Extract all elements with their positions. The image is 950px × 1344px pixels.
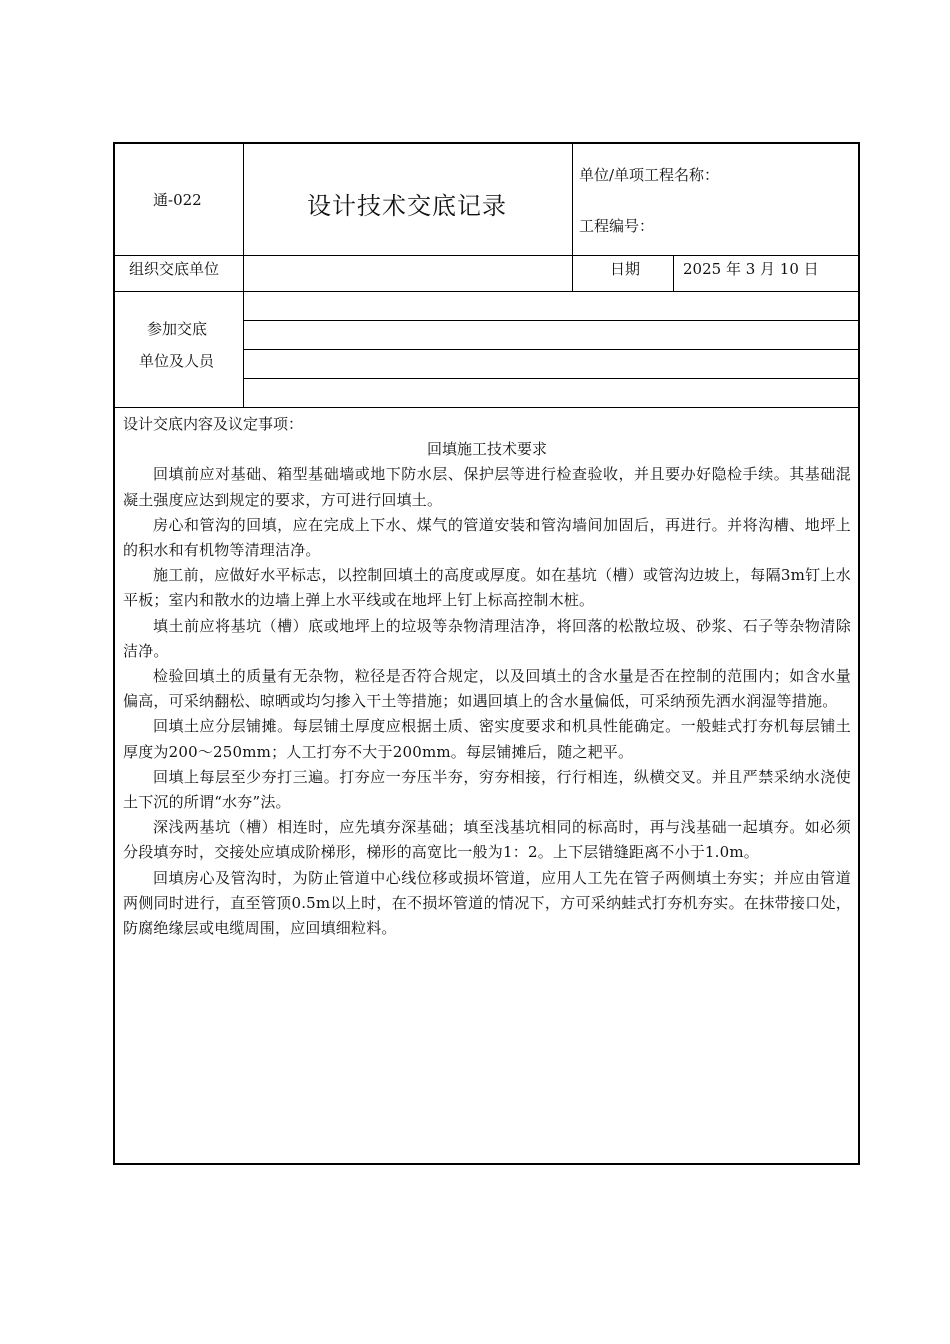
participant-row-rule-2 xyxy=(244,349,860,350)
content-paragraph: 房心和管沟的回填，应在完成上下水、煤气的管道安装和管沟墙间加固后，再进行。并将沟槽、地坪上的积水和有机物等清理洁净。 xyxy=(123,515,851,560)
participants-bottom-rule xyxy=(115,407,860,408)
content-subtitle: 回填施工技术要求 xyxy=(426,440,547,459)
content-paragraph: 回填前应对基础、箱型基础墙或地下防水层、保护层等进行检查验收，并且要办好隐检手续。其基础混凝土强度应达到规定的要求，方可进行回填土。 xyxy=(123,465,851,509)
title-column-divider xyxy=(572,144,573,291)
document-title: 设计技术交底记录 xyxy=(307,192,507,220)
participants-label-line-2: 单位及人员 xyxy=(139,352,215,370)
content-paragraph: 回填土应分层铺摊。每层铺土厚度应根据土质、密实度要求和机具性能确定。一般蛙式打夯机每层铺土厚度为200～250mm；人工打夯不大于200mm。每层铺摊后，随之耙平。 xyxy=(123,717,851,761)
content-paragraph: 检验回填土的质量有无杂物，粒径是否符合规定，以及回填土的含水量是否在控制的范围内；如含水量偏高，可采纳翻松、晾晒或均匀掺入干土等措施；如遇回填上的含水量偏低，可采纳预先洒水润湿等措施。 xyxy=(123,667,851,711)
date-value: 2025 年 3 月 10 日 xyxy=(683,260,819,278)
date-column-divider xyxy=(673,255,674,291)
disclosure-content xyxy=(123,412,851,941)
project-number-label: 工程编号： xyxy=(579,217,655,235)
info-bottom-rule xyxy=(115,291,860,292)
content-paragraph: 回填上每层至少夯打三遍。打夯应一夯压半夯，穷夯相接，行行相连，纵横交叉。并且严禁采纳水浇使土下沉的所谓“水夯”法。 xyxy=(123,767,851,812)
participants-label-line-1: 参加交底 xyxy=(147,320,208,338)
content-paragraph: 回填房心及管沟时，为防止管道中心线位移或损坏管道，应用人工先在管子两侧填土夯实；并应由管道两侧同时进行，直至管顶0.5m以上时，在不损坏管道的情况下，方可采纳蛙式打夯机夯实。在抹带接口处，防腐绝缘层或电缆周围，应回填细粒料。 xyxy=(123,868,851,938)
content-paragraph: 施工前，应做好水平标志，以控制回填土的高度或厚度。如在基坑（槽）或管沟边坡上，每隔3m钉上水平板；室内和散水的边墙上弹上水平线或在地坪上钉上标高控制木桩。 xyxy=(123,566,851,610)
form-code: 通-022 xyxy=(153,191,202,209)
participant-row-rule-1 xyxy=(244,320,860,321)
content-heading: 设计交底内容及议定事项： xyxy=(123,415,304,433)
project-name-label: 单位/单项工程名称： xyxy=(579,166,720,184)
content-paragraph: 深浅两基坑（槽）相连时，应先填夯深基础；填至浅基坑相同的标高时，再与浅基础一起填夯。如必须分段填夯时，交接处应填成阶梯形，梯形的高宽比一般为1：2。上下层错缝距离不小于1.0m。 xyxy=(123,818,851,862)
content-paragraph: 填土前应将基坑（槽）底或地坪上的垃圾等杂物清理洁净，将回落的松散垃圾、砂浆、石子等杂物清除洁净。 xyxy=(123,616,851,660)
participant-row-rule-3 xyxy=(244,378,860,379)
label-column-divider xyxy=(243,144,244,407)
design-disclosure-form xyxy=(113,142,860,1165)
header-bottom-rule xyxy=(115,255,860,256)
date-label: 日期 xyxy=(610,260,641,278)
organizer-label: 组织交底单位 xyxy=(129,260,220,278)
